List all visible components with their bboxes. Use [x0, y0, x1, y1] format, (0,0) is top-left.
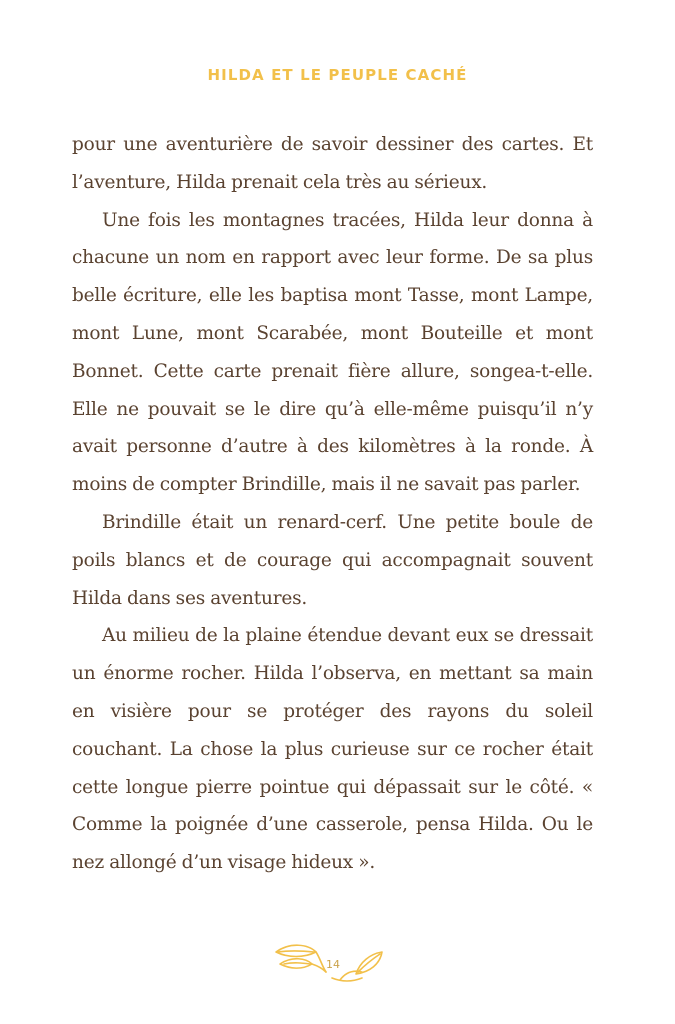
paragraph: Au milieu de la plaine étendue devant eux se dressait un énorme rocher. Hilda l’observa, en mettant sa main en visière pour se protéger des rayons du soleil couchant. La chose la plus curieuse sur ce rocher était cette longue pierre pointue qui dépassait sur le côté. « Comme la poignée d’une casserole, pensa Hilda. Ou le nez allongé d’un visage hideux ». [72, 625, 593, 874]
paragraph: pour une aventurière de savoir dessiner des cartes. Et l’aventure, Hilda prenait cela très au sérieux. [72, 134, 593, 193]
running-title: HILDA ET LE PEUPLE CACHÉ [207, 66, 468, 84]
page-body [72, 126, 593, 882]
paragraph: Une fois les montagnes tracées, Hilda leur donna à chacune un nom en rapport avec leur forme. De sa plus belle écriture, elle les baptisa mont Tasse, mont Lampe, mont Lune, mont Scarabée, mont Bouteille et mont Bonnet. Cette carte prenait fière allure, songea-t-elle. Elle ne pouvait se le dire qu’à elle-même puisqu’il n’y avait personne d’autre à des kilomètres à la ronde. À moins de compter Brindille, mais il ne savait pas parler. [72, 209, 593, 496]
paragraph: Brindille était un renard-cerf. Une petite boule de poils blancs et de courage qui accompagnait souvent Hilda dans ses aventures. [72, 511, 593, 609]
page-number: 14 [326, 958, 340, 971]
